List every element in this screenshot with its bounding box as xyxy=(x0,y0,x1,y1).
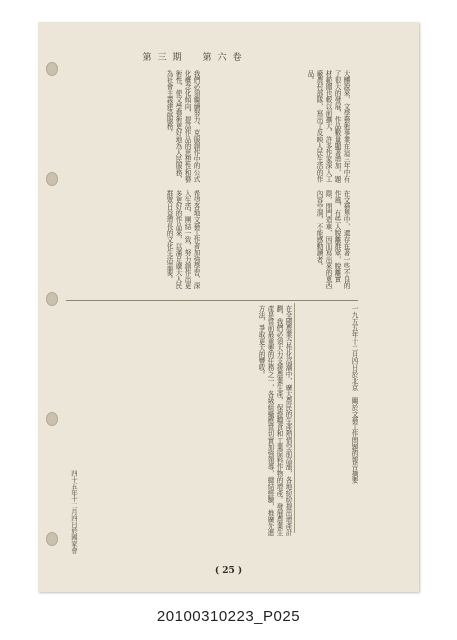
image-caption: 20100310223_P025 xyxy=(156,608,301,625)
column-divider xyxy=(294,303,295,533)
page-number: ( 25 ) xyxy=(214,566,243,576)
date-note: 四十五年十二月四日於國家會 xyxy=(70,470,78,554)
binding-hole-1 xyxy=(46,62,58,76)
text-column-middle-right: 在文藝界中，還存在著一些不良的作風，有些人脫離群眾，脫離實際，閉門造車，因而寫出來的東西內容空洞，不能感動讀者。 xyxy=(315,190,350,289)
page-header: 第三期 第六卷 xyxy=(142,53,248,63)
text-column-bottom-side: 一九五五年十二月四日於北京 關於文藝工作問題的報告摘要 xyxy=(350,305,358,484)
section-divider xyxy=(66,300,358,301)
text-column-bottom-main: 在全國農業合作化高潮中，廣大農民的生產熱情空前高漲，各地紛紛提出增產計劃，我們必須大力支援農業生產，保證糧食和工業原料作物的增產。發展農業生產是當前最重要的任務之一，各級組織應當切實加強領導，總結經驗，推廣先進方法，爭取更大的豐收。 xyxy=(257,305,292,536)
text-column-top-right: 大體說來，文學藝術事業在這三年中有了很大的發展，作品數量顯著增加，題材範圍也較以前擴大，許多作家深入工廠農村部隊，寫出了反映人民生活的作品。 xyxy=(306,70,350,183)
binding-hole-5 xyxy=(46,532,58,546)
text-column-middle-left: 希望各地文藝工作者加強學習，深入生活，團結一致，努力創作出更多更好的作品來，以滿足廣大人民群眾日益增長的文化生活需要。 xyxy=(165,190,200,289)
binding-hole-4 xyxy=(46,412,58,426)
binding-hole-3 xyxy=(46,292,58,306)
text-column-top-left: 我們必須繼續努力，克服創作中的公式化概念化傾向，提高作品的思想性和藝術性，使文學藝術更好地為人民服務，為社會主義建設服務。 xyxy=(165,70,200,183)
binding-hole-2 xyxy=(46,172,58,186)
